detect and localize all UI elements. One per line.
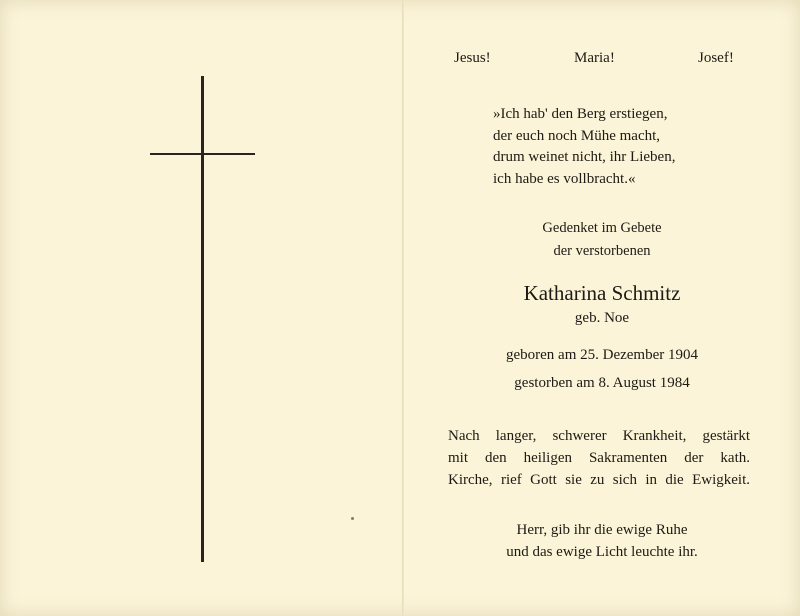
cross-horizontal-beam [150,153,255,155]
remembrance-line-1: Gedenket im Gebete [542,220,662,236]
maiden-name: geb. Noe [574,310,630,326]
verse [493,104,773,190]
invocation-josef: Josef! [698,50,734,66]
notice-line: Kirche, rief Gott sie zu sich in die Ewigkeit. [448,472,750,488]
verse-line: der euch noch Mühe macht, [493,127,661,144]
invocation-maria: Maria! [574,50,615,66]
death-notice [448,425,750,491]
notice-line: mit den heiligen Sakramenten der kath. [448,450,750,466]
verse-line: drum weinet nicht, ihr Lieben, [493,149,676,165]
verse-line: »Ich hab' den Berg erstiegen, [493,106,668,122]
notice-line: Nach langer, schwerer Krankheit, gestärkt [448,428,750,444]
invocation-jesus: Jesus! [454,50,491,66]
paper-speck [351,517,354,520]
remembrance-line-2: der verstorbenen [553,243,651,259]
cross-vertical-beam [201,76,204,562]
right-panel [404,0,800,616]
birth-date: geboren am 25. Dezember 1904 [505,347,698,363]
death-date: gestorben am 8. August 1984 [514,375,690,391]
verse-line: ich habe es vollbracht.« [493,170,636,187]
prayer-line-1: Herr, gib ihr die ewige Ruhe [516,522,688,538]
deceased-name: Katharina Schmitz [523,281,681,305]
prayer-line-2: und das ewige Licht leuchte ihr. [506,544,698,560]
